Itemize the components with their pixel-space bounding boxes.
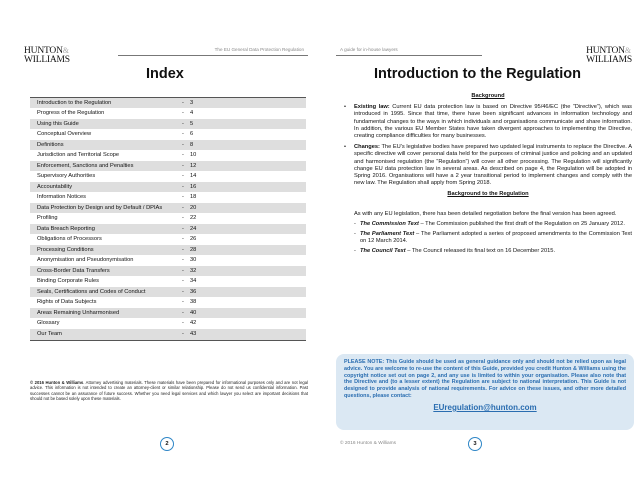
index-dash: - (182, 183, 184, 190)
index-entry-label: Progress of the Regulation (37, 110, 105, 117)
index-entry-label: Profiling (37, 215, 58, 222)
index-row[interactable] (30, 193, 306, 204)
index-page-number: 38 (190, 299, 197, 306)
index-dash: - (182, 267, 184, 274)
index-row[interactable] (30, 266, 306, 277)
index-entry-label: Definitions (37, 141, 64, 148)
intro-content (344, 93, 632, 259)
please-note-box (336, 354, 634, 430)
contact-email-link[interactable]: EUregulation@hunton.com (433, 402, 537, 412)
index-entry-label: Rights of Data Subjects (37, 299, 97, 306)
index-row[interactable] (30, 130, 306, 141)
index-dash: - (182, 110, 184, 117)
index-page-number: 36 (190, 288, 197, 295)
hunton-williams-logo: HUNTON& WILLIAMS (24, 46, 70, 65)
index-dash: - (182, 99, 184, 106)
right-page (320, 0, 640, 495)
index-page-number: 34 (190, 278, 197, 285)
index-page-number: 5 (190, 120, 194, 127)
index-page-number: 30 (190, 257, 197, 264)
index-row[interactable] (30, 140, 306, 151)
note-text: PLEASE NOTE: This Guide should be used as general guidance only and should not be relied upon as legal advice. You are welcome to re-use the content of this Guide, provided you credit Hunton & Williams using the copyright notice set out on page 2, and any use is limited to within your organisation. Please also note that the Directive and (to a lesser extent) the Regulation are subject to national interpretation. This Guide is not designed to provide analysis of national requirements. For advice on these issues, and other more detailed questions, please contact: (344, 359, 626, 399)
index-entry-label: Jurisdiction and Territorial Scope (37, 152, 120, 159)
hunton-williams-logo: HUNTON& WILLIAMS (586, 46, 632, 65)
index-entry-label: Accountability (37, 183, 73, 190)
running-header: The EU General Data Protection Regulation (214, 47, 304, 52)
index-page-number: 20 (190, 204, 197, 211)
index-page-number: 22 (190, 215, 197, 222)
index-dash: - (182, 162, 184, 169)
index-entry-label: Using this Guide (37, 120, 79, 127)
index-dash: - (182, 215, 184, 222)
index-entry-label: Anonymisation and Pseudonymisation (37, 257, 134, 264)
index-page-number: 10 (190, 152, 197, 159)
index-page-number: 8 (190, 141, 194, 148)
index-row[interactable] (30, 214, 306, 225)
background-bullets (344, 104, 632, 187)
index-dash: - (182, 141, 184, 148)
index-dash: - (182, 120, 184, 127)
index-dash: - (182, 278, 184, 285)
index-entry-label: Obligations of Processors (37, 236, 102, 243)
index-page-number: 40 (190, 309, 197, 316)
index-row[interactable] (30, 298, 306, 309)
index-page-number: 6 (190, 131, 194, 138)
index-dash: - (182, 194, 184, 201)
index-dash: - (182, 173, 184, 180)
index-dash: - (182, 236, 184, 243)
index-page-number: 14 (190, 173, 197, 180)
index-entry-label: Binding Corporate Rules (37, 278, 99, 285)
index-page-number: 18 (190, 194, 197, 201)
index-entry-label: Supervisory Authorities (37, 173, 96, 180)
index-page-number: 28 (190, 246, 197, 253)
page-number: 3 (468, 437, 482, 451)
section-heading: Background (471, 93, 505, 99)
legislative-texts-list (344, 221, 632, 256)
index-entry-label: Seals, Certifications and Codes of Conduct (37, 288, 146, 295)
header-rule (118, 55, 308, 56)
index-entry-label: Glossary (37, 320, 60, 327)
index-dash: - (182, 246, 184, 253)
index-dash: - (182, 309, 184, 316)
page-title: Introduction to the Regulation (374, 66, 582, 82)
index-row[interactable] (30, 172, 306, 183)
index-page-number: 16 (190, 183, 197, 190)
index-dash: - (182, 152, 184, 159)
index-entry-label: Processing Conditions (37, 246, 94, 253)
index-page-number: 3 (190, 99, 194, 106)
index-page-number: 24 (190, 225, 197, 232)
footer-copyright: © 2016 Hunton & Williams (340, 441, 397, 446)
index-row[interactable] (30, 277, 306, 288)
list-item: - The Council Text – The Council released its final text on 16 December 2015. (354, 248, 632, 255)
bullet-item: • Changes: The EU’s legislative bodies have prepared two updated legal instruments to replace the Directive. A specific directive will cover personal data held for the purposes of criminal justice and policing and an updated and harmonised regulation (the “Regulation”) will cover all other processing. The Regulation will significantly change EU data protection law in several areas. As described on page 4, the Regulation will be adopted in Spring 2016. Organisations will have a 2 year transitional period to implement changes and comply with the new law. The Regulation shall apply from Spring 2018. (344, 144, 632, 187)
index-dash: - (182, 299, 184, 306)
index-row[interactable] (30, 161, 306, 172)
index-row[interactable] (30, 235, 306, 246)
index-page-number: 26 (190, 236, 197, 243)
index-row[interactable] (30, 109, 306, 120)
index-dash: - (182, 331, 184, 338)
index-dash: - (182, 320, 184, 327)
index-dash: - (182, 288, 184, 295)
index-row[interactable] (30, 245, 306, 256)
index-row[interactable] (30, 98, 306, 109)
index-entry-label: Our Team (37, 331, 62, 338)
list-item: - The Parliament Text – The Parliament adopted a series of proposed amendments to the Commission Text on 12 March 2014. (354, 231, 632, 245)
page-number: 2 (160, 437, 174, 451)
index-dash: - (182, 257, 184, 264)
index-entry-label: Data Breach Reporting (37, 225, 95, 232)
index-dash: - (182, 204, 184, 211)
index-entry-label: Introduction to the Regulation (37, 99, 112, 106)
index-dash: - (182, 225, 184, 232)
index-row[interactable] (30, 203, 306, 214)
index-row[interactable] (30, 182, 306, 193)
bullet-item: • Existing law: Current EU data protection law is based on Directive 95/46/EC (the “Directive”), which was introduced in 1995. Since that time, there have been significant advances in information technology and fundamental changes to the ways in which individuals and organisations communicate and share information. In addition, the various EU Member States have taken divergent approaches to implementing the Directive, creating compliance difficulties for many businesses. (344, 104, 632, 140)
running-header: A guide for in-house lawyers (340, 47, 398, 52)
index-row[interactable] (30, 151, 306, 162)
index-row[interactable] (30, 224, 306, 235)
index-page-number: 32 (190, 267, 197, 274)
page-title: Index (146, 66, 184, 82)
index-row[interactable] (30, 319, 306, 330)
index-entry-label: Areas Remaining Unharmonised (37, 309, 120, 316)
index-page-number: 43 (190, 331, 197, 338)
index-table (30, 97, 306, 341)
index-entry-label: Data Protection by Design and by Default / DPIAs (37, 204, 163, 211)
index-row[interactable] (30, 329, 306, 340)
header-rule (336, 55, 482, 56)
list-item: - The Commission Text – The Commission published the first draft of the Regulation on 25 January 2012. (354, 221, 632, 228)
index-dash: - (182, 131, 184, 138)
index-page-number: 42 (190, 320, 197, 327)
index-page-number: 4 (190, 110, 194, 117)
index-entry-label: Information Notices (37, 194, 86, 201)
index-page-number: 12 (190, 162, 197, 169)
index-row[interactable] (30, 308, 306, 319)
index-entry-label: Enforcement, Sanctions and Penalties (37, 162, 134, 169)
index-entry-label: Cross-Border Data Transfers (37, 267, 110, 274)
index-row[interactable] (30, 256, 306, 267)
paragraph: As with any EU legislation, there has been detailed negotiation before the final version has been agreed. (354, 210, 617, 217)
index-row[interactable] (30, 119, 306, 130)
index-row[interactable] (30, 287, 306, 298)
index-entry-label: Conceptual Overview (37, 131, 92, 138)
copyright-notice: © 2016 Hunton & Williams. Attorney advertising materials. These materials have been prepared for informational purposes only and are not legal advice. This information is not intended to create an attorney-client or similar relationship. Please do not send us confidential information. Past successes cannot be an assurance of future success. Whether you need legal services and which lawyer you select are important decisions that should not be based solely upon these materials. (30, 380, 308, 402)
section-heading: Background to the Regulation (447, 191, 529, 198)
